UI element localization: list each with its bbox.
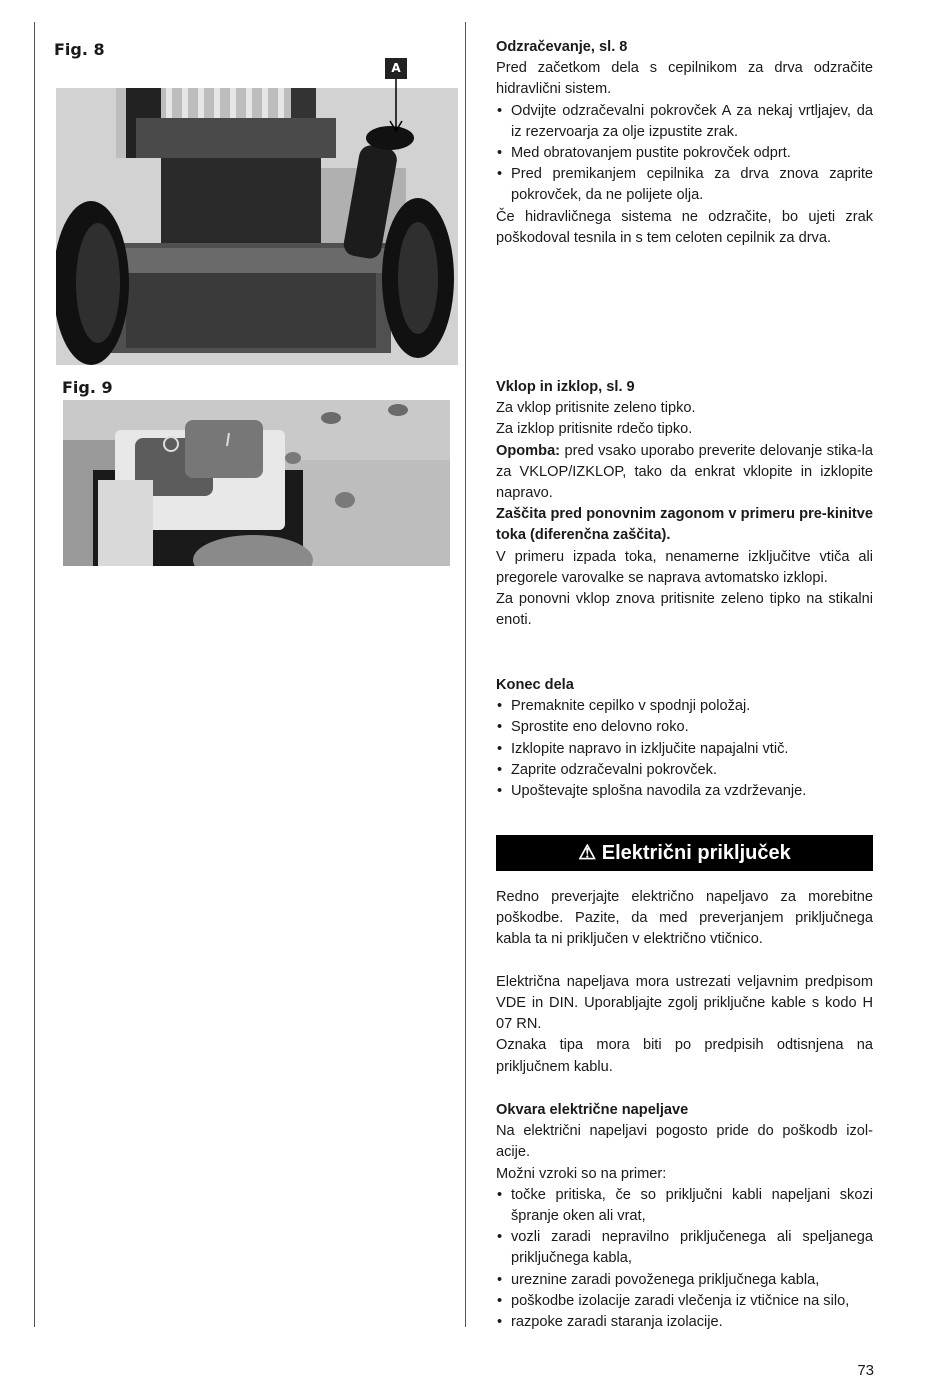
end-heading: Konec dela [496, 677, 574, 693]
protection-text-2: Za ponovni vklop znova pritisnite zeleno tipko na stikalni enoti. [496, 591, 873, 629]
column-divider-rule [465, 22, 466, 1327]
warning-triangle-icon: ⚠ [578, 842, 597, 864]
electrical-connection-banner [496, 835, 873, 871]
venting-outro: Če hidravličnega sistema ne odzračite, bo ujeti zrak poškodoval tesnila in s tem celoten cepilnik za drva. [496, 208, 873, 246]
section-end-of-work [496, 675, 873, 802]
venting-intro: Pred začetkom dela s cepilnikom za drva odzračite hidravlični sistem. [496, 60, 873, 98]
switch-unit-illustration [63, 400, 450, 566]
list-item: • ureznine zaradi povoženega priključnega kabla, [496, 1270, 873, 1291]
page-number: 73 [857, 1362, 874, 1379]
list-item: • Upoštevajte splošna navodila za vzdrževanje. [496, 781, 873, 802]
fault-heading: Okvara električne napeljave [496, 1102, 689, 1118]
section-fault [496, 1100, 873, 1333]
list-item: • poškodbe izolacije zaradi vlečenja iz vtičnice na silo, [496, 1291, 873, 1312]
list-item: • Zaprite odzračevalni pokrovček. [496, 760, 873, 781]
switch-note [496, 441, 873, 505]
electrical-p3: Oznaka tipa mora biti po predpisih odtisnjena na priključnem kablu. [496, 1037, 873, 1075]
section-switch [496, 377, 873, 631]
protection-heading: Zaščita pred ponovnim zagonom v primeru pre-kinitve toka (diferenčna zaščita). [496, 506, 873, 544]
list-item: • Sprostite eno delovno roko. [496, 717, 873, 738]
switch-heading: Vklop in izklop, sl. 9 [496, 379, 635, 395]
switch-line-off: Za izklop pritisnite rdečo tipko. [496, 421, 693, 438]
section-venting [496, 37, 873, 249]
list-item: • Pred premikanjem cepilnika za drva znova zaprite pokrovček, da ne polijete olja. [496, 164, 873, 206]
fault-p2: Možni vzroki so na primer: [496, 1165, 667, 1182]
list-item: • vozli zaradi nepravilno priključenega ali speljanega priključnega kabla, [496, 1227, 873, 1269]
list-item: • Izklopite napravo in izključite napajalni vtič. [496, 739, 873, 760]
electrical-p1: Redno preverjajte električno napeljavo za morebitne poškodbe. Pazite, da med preverjanjem priključnega kabla ta ni priključen v električno vtičnico. [496, 889, 873, 948]
list-item: • točke pritiska, če so priključni kabli napeljani skozi špranje oken ali vrat, [496, 1185, 873, 1227]
venting-heading: Odzračevanje, sl. 8 [496, 39, 628, 55]
venting-list [496, 101, 873, 207]
banner-title: Električni priključek [601, 842, 791, 864]
end-list [496, 696, 873, 802]
switch-line-on: Za vklop pritisnite zeleno tipko. [496, 400, 696, 417]
fig8-label: Fig. 8 [54, 40, 105, 59]
section-electrical [496, 887, 873, 1078]
list-item: • Med obratovanjem pustite pokrovček odprt. [496, 143, 873, 164]
callout-arrow-icon [388, 79, 404, 135]
list-item: • razpoke zaradi staranja izolacije. [496, 1312, 873, 1333]
electrical-p2: Električna napeljava mora ustrezati veljavnim predpisom VDE in DIN. Uporabljajte zgolj priključne kable s kodo H 07 RN. [496, 973, 873, 1033]
list-item: • Odvijte odzračevalni pokrovček A za nekaj vrtljajev, da iz rezervoarja za olje izpustite zrak. [496, 101, 873, 143]
left-margin-rule [34, 22, 35, 1327]
fault-list [496, 1185, 873, 1333]
note-label: Opomba: [496, 442, 561, 459]
fig9-photo [63, 400, 450, 566]
fig9-label: Fig. 9 [62, 378, 113, 397]
list-item: • Premaknite cepilko v spodnji položaj. [496, 696, 873, 717]
note-text: pred vsako uporabo preverite delovanje stika-la za VKLOP/IZKLOP, tako da enkrat vklopite in izklopite napravo. [496, 442, 873, 502]
protection-text: V primeru izpada toka, nenamerne izključitve vtiča ali pregorele varovalke se naprava avtomatsko izklopi. [496, 548, 873, 586]
callout-a-badge: A [385, 58, 407, 79]
fault-p1: Na električni napeljavi pogosto pride do poškodb izol-acije. [496, 1123, 873, 1161]
